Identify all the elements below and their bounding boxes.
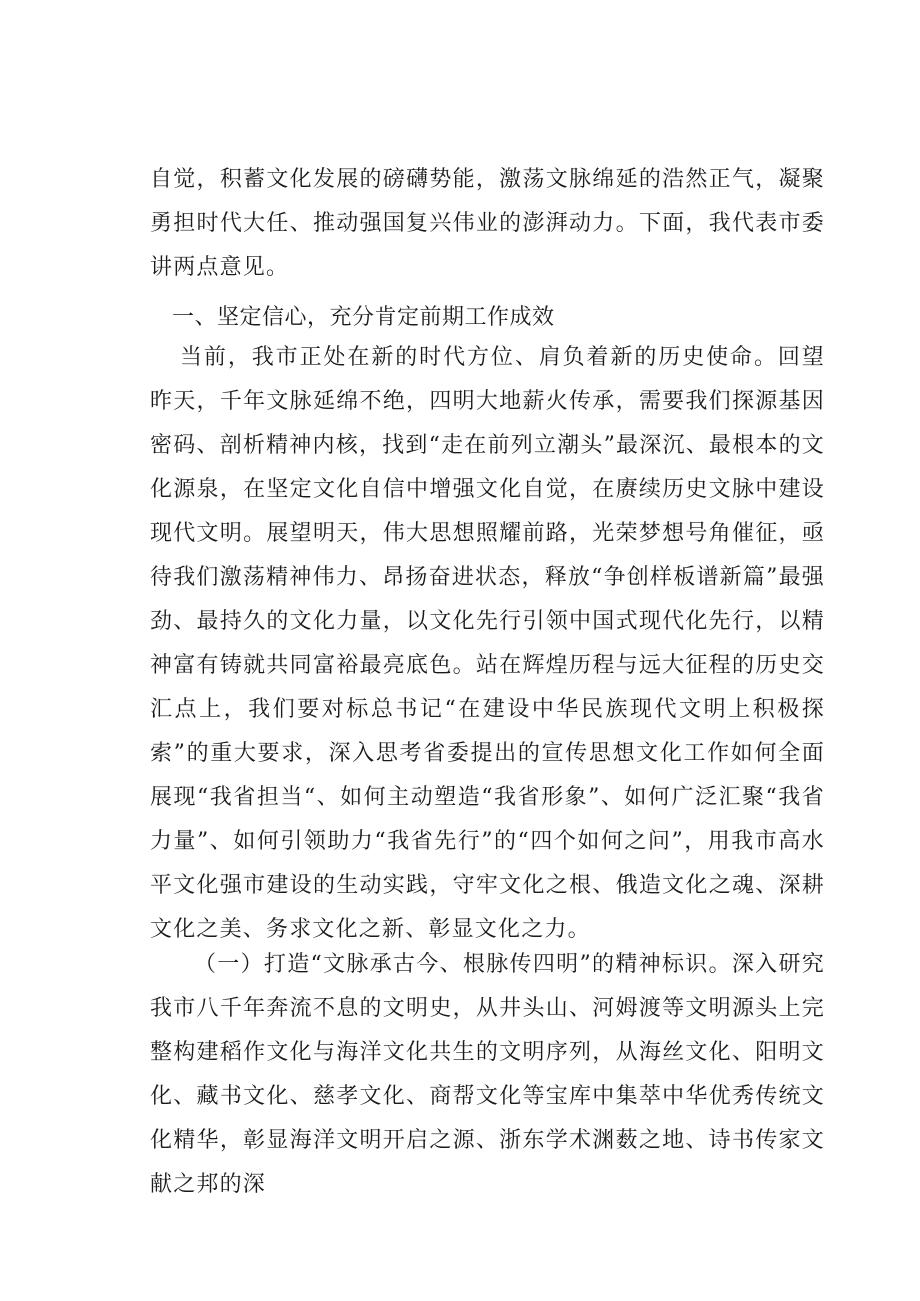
paragraph-intro: 自觉，积蓄文化发展的磅礴势能，激荡文脉绵延的浩然正气，凝聚勇担时代大任、推动强国复兴伟业的澎湃动力。下面，我代表市委讲两点意见。 <box>150 167 825 280</box>
paragraph-subsection-1: （一）打造“文脉承古今、根脉传四明”的精神标识。深入研究我市八千年奔流不息的文明史，从井头山、河姆渡等文明源头上完整构建稻作文化与海洋文化共生的文明序列，从海丝文化、阳明文化、藏书文化、慈孝文化、商帮文化等宝库中集萃中华优秀传统文化精华，彰显海洋文明开启之源、浙东学术渊薮之地、诗书传家文献之邦的深 <box>150 952 825 1197</box>
section-heading: 一、坚定信心，充分肯定前期工作成效 <box>172 305 555 330</box>
paragraph-main: 当前，我市正处在新的时代方位、肩负着新的历史使命。回望昨天，千年文脉延绵不绝，四明大地薪火传承，需要我们探源基因密码、剖析精神内核，找到“走在前列立潮头”最深沉、最根本的文化源泉，在坚定文化自信中增强文化自觉，在赓续历史文脉中建设现代文明。展望明天，伟大思想照耀前路，光荣梦想号角催征，亟待我们激荡精神伟力、昂扬奋进状态，释放“争创样板谱新篇”最强劲、最持久的文化力量，以文化先行引领中国式现代化先行，以精神富有铸就共同富裕最亮底色。站在辉煌历程与远大征程的历史交汇点上，我们要对标总书记“在建设中华民族现代文明上积极探索”的重大要求，深入思考省委提出的宣传思想文化工作如何全面展现“我省担当“、如何主动塑造“我省形象”、如何广泛汇聚“我省力量”、如何引领助力“我省先行”的“四个如何之问”，用我市高水平文化强市建设的生动实践，守牢文化之根、俄造文化之魂、深耕文化之美、务求文化之新、彰显文化之力。 <box>150 345 825 942</box>
